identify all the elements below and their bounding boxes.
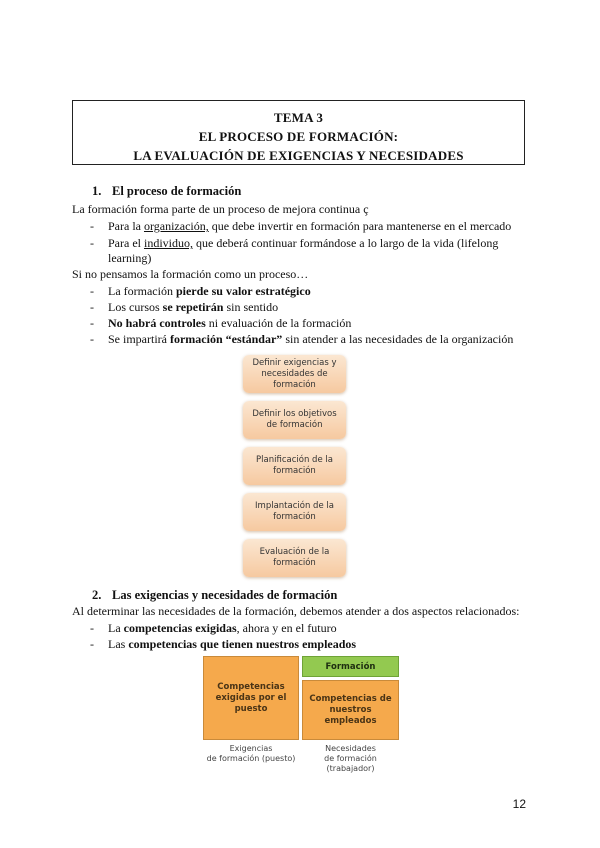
section-1-number: 1. bbox=[92, 184, 102, 198]
title-line-3: LA EVALUACIÓN DE EXIGENCIAS Y NECESIDADES bbox=[133, 148, 464, 163]
formacion-label: Formación bbox=[325, 661, 376, 672]
list-item: - La competencias exigidas, ahora y en el futuro bbox=[90, 621, 337, 635]
flow-step-1: Definir exigencias y necesidades de formación bbox=[243, 355, 346, 393]
section-2-intro: Al determinar las necesidades de la formación, debemos atender a dos aspectos relacionados: bbox=[72, 604, 520, 618]
list-item: - Para la organización, que debe invertir en formación para mantenerse en el mercado bbox=[90, 219, 512, 233]
section-2-heading bbox=[92, 588, 337, 603]
left-caption: Exigencias de formación (puesto) bbox=[206, 744, 296, 763]
title-box bbox=[72, 100, 525, 165]
competencias-empleados-label: Competencias de nuestros empleados bbox=[309, 693, 392, 726]
list-item: - No habrá controles ni evaluación de la formación bbox=[90, 316, 352, 330]
competencias-exigidas-label: Competencias exigidas por el puesto bbox=[215, 681, 287, 714]
list-item: - Las competencias que tienen nuestros empleados bbox=[90, 637, 357, 651]
flow-step-3: Planificación de la formación bbox=[243, 447, 346, 485]
section-1-intro-2: Si no pensamos la formación como un proceso… bbox=[72, 267, 309, 281]
page-number: 12 bbox=[512, 797, 526, 811]
formacion-box bbox=[302, 656, 399, 677]
section-2-number: 2. bbox=[92, 588, 102, 602]
list-item-continuation: learning) bbox=[108, 251, 152, 265]
list-item: - La formación pierde su valor estratégico bbox=[90, 284, 311, 298]
list-item: - Para el individuo, que deberá continuar formándose a lo largo de la vida (lifelong bbox=[90, 236, 499, 250]
competencias-empleados-box bbox=[302, 680, 399, 740]
section-1-intro: La formación forma parte de un proceso de mejora continua ç bbox=[72, 202, 369, 216]
title-line-2: EL PROCESO DE FORMACIÓN: bbox=[198, 129, 399, 144]
list-item: - Se impartirá formación “estándar” sin atender a las necesidades de la organización bbox=[90, 332, 514, 346]
title-line-1: TEMA 3 bbox=[273, 110, 324, 125]
flow-step-4: Implantación de la formación bbox=[243, 493, 346, 531]
list-item: - Los cursos se repetirán sin sentido bbox=[90, 300, 279, 314]
flow-step-2: Definir los objetivos de formación bbox=[243, 401, 346, 439]
right-caption: Necesidades de formación (trabajador) bbox=[324, 744, 377, 773]
section-2-title: Las exigencias y necesidades de formación bbox=[112, 588, 338, 602]
section-1-title: El proceso de formación bbox=[112, 184, 242, 198]
competencias-exigidas-box bbox=[203, 656, 299, 740]
flow-step-5: Evaluación de la formación bbox=[243, 539, 346, 577]
section-1-heading bbox=[92, 184, 241, 199]
